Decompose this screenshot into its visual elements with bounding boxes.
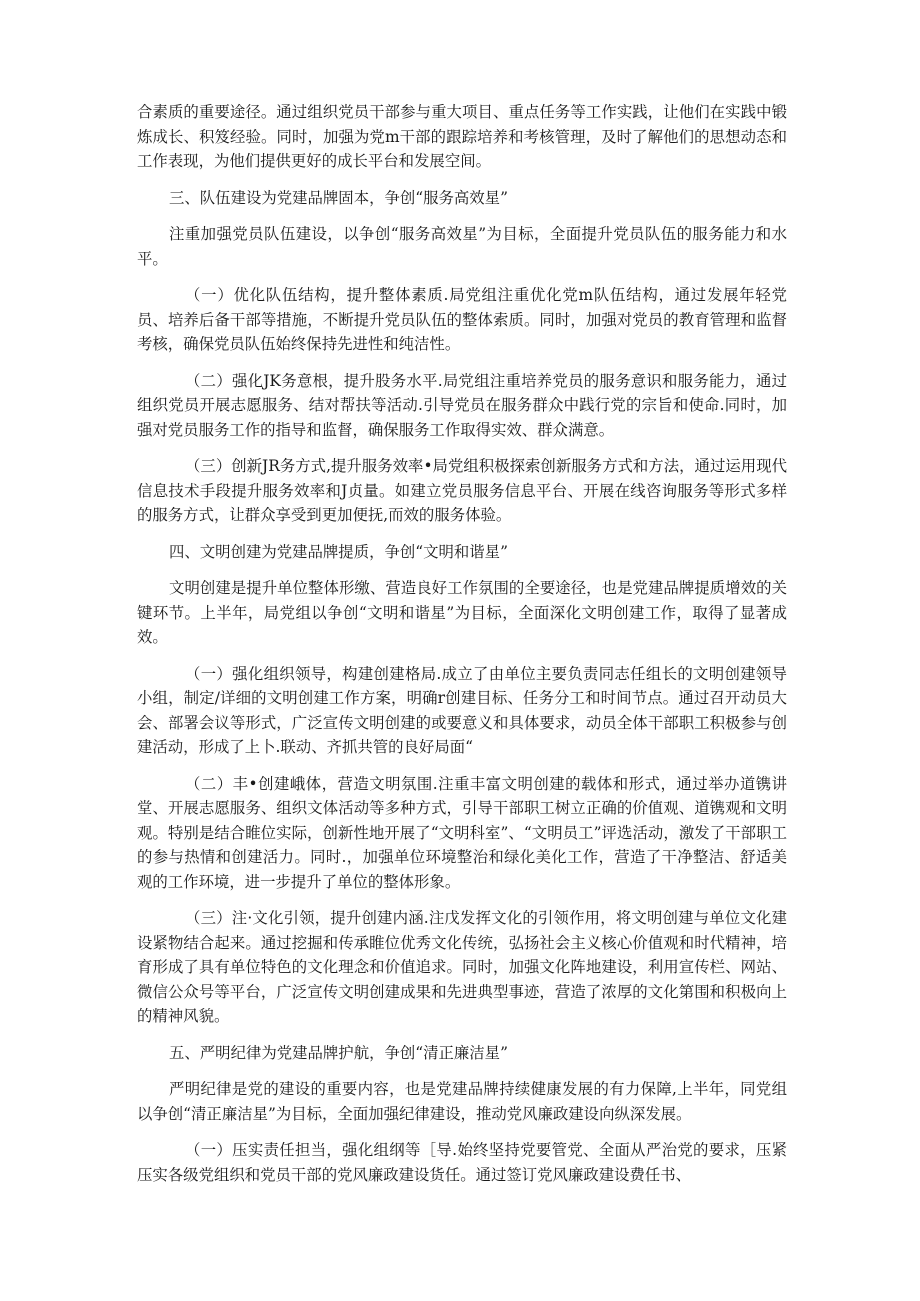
- body-paragraph: 文明创建是提升单位整体形缴、营造良好工作氛围的全要途径，也是党建品牌提质增效的关键环节。上半年，局党组以争创“文明和谐星”为目标，全面深化文明创建工作，取得了显著成效。: [137, 579, 787, 646]
- body-paragraph: 注重加强党员队伍建设，以争创“服务高效星”为目标，全面提升党员队伍的服务能力和水平。: [137, 225, 787, 268]
- body-paragraph: 严明纪律是党的建设的重要内容，也是党建品牌持续健康发展的有力保障,上半年，同党组以争创“清正廉洁星”为目标，全面加强纪律建设，推动党风廉政建设向纵深发展。: [137, 1080, 787, 1123]
- paragraph-continuation: 合素质的重要途径。通过组织党员干部参与重大项目、重点任务等工作实践，让他们在实践中锻炼成长、积笈经验。同时，加强为党m干部的跟踪培养和考核管理，及时了解他们的思想动态和工作表现，为他们提供更好的成长平台和发展空间。: [137, 103, 787, 170]
- section-heading-5: 五、严明纪律为党建品牌护航，争创“清正廉洁星”: [169, 1043, 508, 1062]
- sub-paragraph: （一）强化组织领导，构建创建格局.成立了由单位主要负责同志任组长的文明创建领导小组，制定/详细的文明创建工作方案，明确r创建目标、任务分工和时间节点。通过召开动员大会、部署会议等形式，广泛宣传文明创建的或要意义和具体要求，动员全体干部职工积极参与创建活动，形成了上卜.联动、齐抓共管的良好局面“: [137, 664, 787, 756]
- section-heading-4: 四、文明创建为党建品牌提质，争创“文明和谐星”: [169, 542, 508, 561]
- sub-paragraph: （二）强化JK务意根，提升股务水平.局党组注重培养党员的服务意识和服务能力，通过组织党员开展志愿服务、结对帮扶等活动.引导党员在服务群众中践行党的宗旨和使命.同时，加强对党员服务工作的指导和监督，确保服务工作取得实效、群众满意。: [137, 371, 787, 439]
- sub-paragraph: （二）丰•创建峨体，营造文明氛围.注重丰富文明创建的载体和形式，通过举办道镌讲堂、开展志愿服务、组织文体活动等多种方式，引导干部职工树立正确的价值观、道镌观和文明观。特别是结合睢位实际，创新性地开展了“文明科室”、“文明员工”评选活动，激发了干部职工的参与热情和创建活力。同时.，加强单位环境整治和绿化美化工作，营造了干净整洁、舒适美观的工作环境，进一步提升了单位的整体形象。: [137, 774, 787, 891]
- sub-paragraph: （三）注·文化引领，提升创建内涵.注戊发挥文化的引领作用，将文明创建与单位文化建设紧物结合起来。通过挖掘和传承睢位优秀文化传统，弘扬社会主义核心价值观和时代精神，培育形成了具有单位特色的文化理念和价值追求。同时，加强文化阵地建设，利用宣传栏、网站、微信公众号等平台，广泛宣传文明创建成果和先进典型事迹，营造了浓厚的文化第围和积极向上的精神风貌。: [137, 909, 787, 1025]
- sub-paragraph: （三）创新JR务方式,提升服务效率•局党组积极探索创新服务方式和方法，通过运用现代信息技术手段提升服务效率和J贞量。如建立党员服务信息平台、开展在线咨询服务等形式多样的服务方式，让群众享受到更加便抚,而效的服务体验。: [137, 457, 787, 524]
- sub-paragraph: （一）优化队伍结构，提升整体素质.局党组注重优化党m队伍结构，通过发展年轻党员、培养后备干部等措施，不断提升党员队伍的整体索质。同时，加强对党员的教育管理和监督考核，确保党员队伍始终保持先进性和纯洁性。: [137, 286, 787, 353]
- sub-paragraph: （一）压实责任担当，强化组纲等［导.始终坚持党要管党、全面从严治党的要求，压紧压实各级党组织和党员干部的党风廉政建设货任。通过签订党风廉政建设费任书、: [137, 1141, 787, 1184]
- document-page: [137, 100, 787, 1199]
- section-heading-3: 三、队伍建设为党建品牌固本，争创“服务高效星”: [169, 188, 508, 207]
